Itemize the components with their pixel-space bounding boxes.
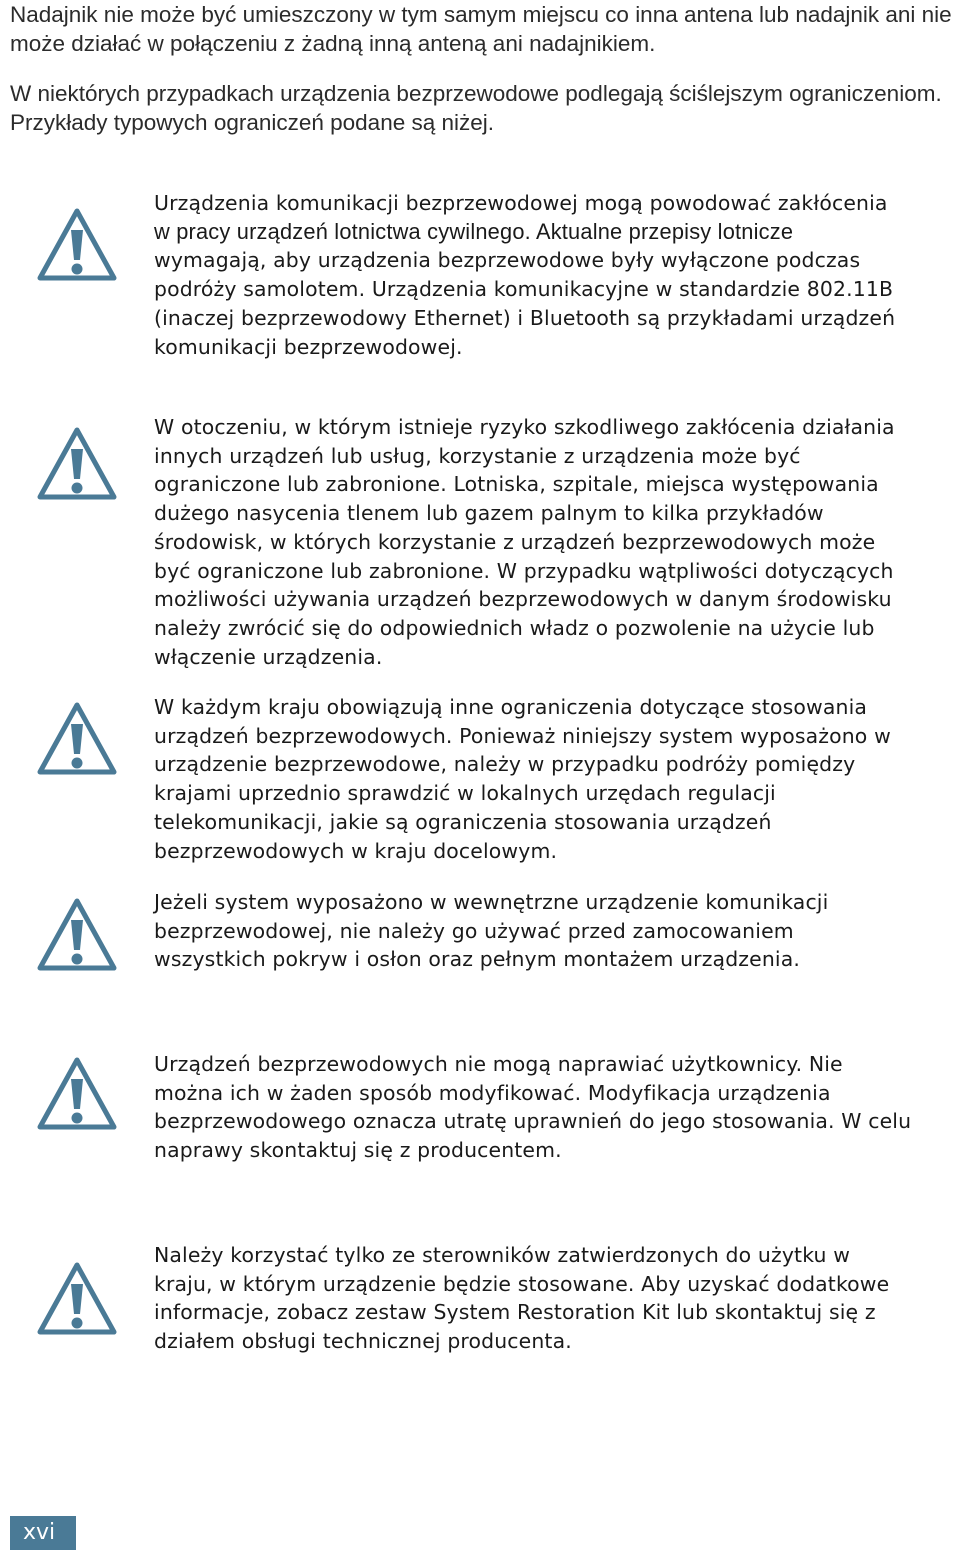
warning-text-part: wymagają, aby urządzenia bezprzewodowe były wyłączone podczas podróży samolotem. Urządzenia komunikacyjne w standardzie 802.11B (inaczej bezprzewodowy Ethernet) i Bluetooth są przykładami urządzeń komunikacji bezprzewodowej. (154, 248, 896, 359)
warning-text: Urządzeń bezprzewodowych nie mogą naprawiać użytkownicy. Nie można ich w żaden sposób modyfikować. Modyfikacja urządzenia bezprzewodowego oznacza utratę uprawnień do jego stosowania. W celu naprawy skontaktuj się z producentem. (154, 1052, 912, 1163)
intro-paragraph-2: W niektórych przypadkach urządzenia bezprzewodowe podlegają ściślejszym ograniczeniom. Przykłady typowych ograniczeń podane są niżej. (10, 81, 942, 135)
warning-text: Jeżeli system wyposażono w wewnętrzne urządzenie komunikacji bezprzewodowej, nie należy go używać przed zamocowaniem wszystkich pokryw i osłon oraz pełnym montażem urządzenia. (154, 890, 829, 972)
warning-text-part: Urządzenia komunikacji bezprzewodowej mogą powodować zakłócenia (154, 191, 888, 215)
page-number: xvi (10, 1516, 76, 1550)
intro-paragraph-1: Nadajnik nie może być umieszczony w tym samym miejscu co inna antena lub nadajnik ani nie może działać w połączeniu z żadną inną anteną ani nadajnikiem. (10, 2, 952, 56)
warning-triangle-icon (34, 700, 120, 778)
warning-triangle-icon (34, 1260, 120, 1338)
warning-text-part: w pracy urządzeń lotnictwa cywilnego. Aktualne przepisy lotnicze (154, 218, 794, 244)
warning-triangle-icon (34, 1055, 120, 1133)
warning-text: W każdym kraju obowiązują inne ograniczenia dotyczące stosowania urządzeń bezprzewodowych. Ponieważ niniejszy system wyposażono w urządzenie bezprzewodowe, należy w przypadku podróży pomiędzy krajami uprzednio sprawdzić w lokalnych urzędach regulacji telekomunikacji, jakie są ograniczenia stosowania urządzeń bezprzewodowych w kraju docelowym. (154, 695, 891, 863)
warning-text: Należy korzystać tylko ze sterowników zatwierdzonych do użytku w kraju, w którym urządzenie będzie stosowane. Aby uzyskać dodatkowe informacje, zobacz zestaw System Restoration Kit lub skontaktuj się z działem obsługi technicznej producenta. (154, 1243, 890, 1354)
warning-triangle-icon (34, 896, 120, 974)
warning-text: W otoczeniu, w którym istnieje ryzyko szkodliwego zakłócenia działania innych urządzeń lub usług, korzystanie z urządzenia może być ograniczone lub zabronione. Lotniska, szpitale, miejsca występowania dużego nasycenia tlenem lub gazem palnym to kilka przykładów środowisk, w których korzystanie z urządzeń bezprzewodowych może być ograniczone lub zabronione. W przypadku wątpliwości dotyczących możliwości używania urządzeń bezprzewodowych w danym środowisku należy zwrócić się do odpowiednich władz o pozwolenie na użycie lub włączenie urządzenia. (154, 415, 895, 669)
warning-triangle-icon (34, 425, 120, 503)
warning-text (154, 189, 960, 361)
warning-triangle-icon (34, 206, 120, 284)
